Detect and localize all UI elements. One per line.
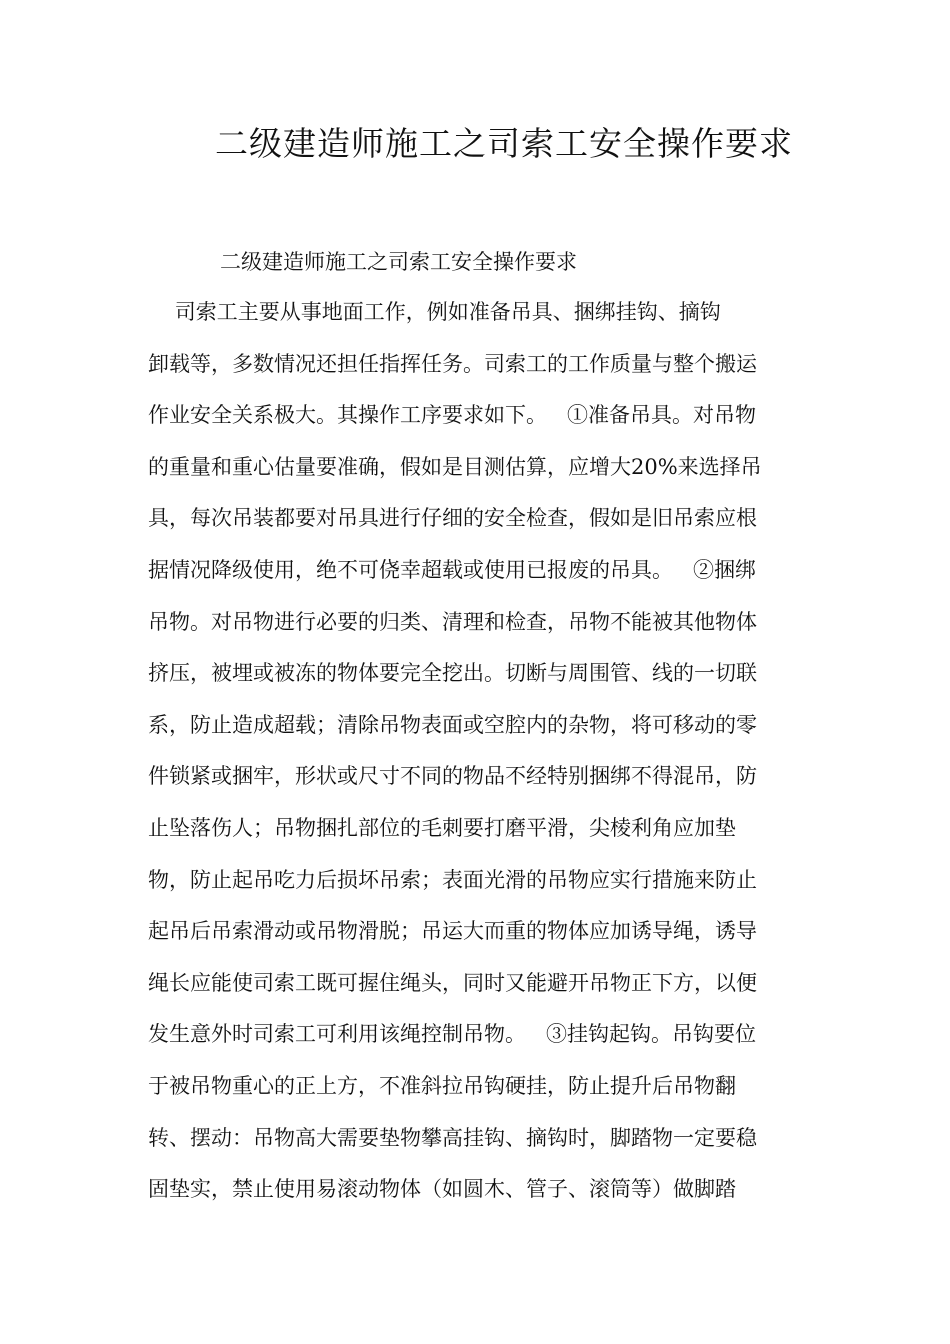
body-line: 作业安全关系极大。其操作工序要求如下。 ①准备吊具。对吊物 [148, 403, 757, 428]
body-line: 吊物。对吊物进行必要的归类、清理和检查，吊物不能被其他物体 [148, 609, 757, 634]
body-line: 固垫实，禁止使用易滚动物体（如圆木、管子、滚筒等）做脚踏 [148, 1177, 736, 1202]
body-line: 起吊后吊索滑动或吊物滑脱；吊运大而重的物体应加诱导绳，诱导 [148, 919, 757, 944]
body-line: 挤压，被埋或被冻的物体要完全挖出。切断与周围管、线的一切联 [148, 661, 757, 686]
body-line: 的重量和重心估量要准确，假如是目测估算，应增大20%来选择吊 [148, 454, 762, 479]
body-line: 系，防止造成超载；清除吊物表面或空腔内的杂物，将可移动的零 [148, 712, 757, 737]
body-line: 于被吊物重心的正上方，不准斜拉吊钩硬挂，防止提升后吊物翻 [148, 1073, 736, 1098]
body-line: 转、摆动：吊物高大需要垫物攀高挂钩、摘钩时，脚踏物一定要稳 [148, 1125, 757, 1150]
body-line: 止坠落伤人；吊物捆扎部位的毛刺要打磨平滑，尖棱利角应加垫 [148, 815, 736, 840]
body-line: 绳长应能使司索工既可握住绳头，同时又能避开吊物正下方，以便 [148, 970, 757, 995]
section-heading: 二级建造师施工之司索工安全操作要求 [220, 250, 577, 274]
body-line: 件锁紧或捆牢，形状或尺寸不同的物品不经特别捆绑不得混吊，防 [148, 764, 757, 789]
body-line: 卸载等，多数情况还担任指挥任务。司索工的工作质量与整个搬运 [148, 351, 757, 376]
body-line: 具，每次吊装都要对吊具进行仔细的安全检查，假如是旧吊索应根 [148, 506, 757, 531]
body-text [148, 296, 828, 1225]
body-line: 司索工主要从事地面工作，例如准备吊具、捆绑挂钩、摘钩 [148, 300, 721, 324]
body-line: 物，防止起吊吃力后损坏吊索；表面光滑的吊物应实行措施来防止 [148, 867, 757, 892]
body-line: 据情况降级使用，绝不可侥幸超载或使用已报废的吊具。 ②捆绑 [148, 557, 757, 582]
body-line: 发生意外时司索工可利用该绳控制吊物。 ③挂钩起钩。吊钩要位 [148, 1022, 757, 1047]
document-title: 二级建造师施工之司索工安全操作要求 [215, 124, 793, 163]
